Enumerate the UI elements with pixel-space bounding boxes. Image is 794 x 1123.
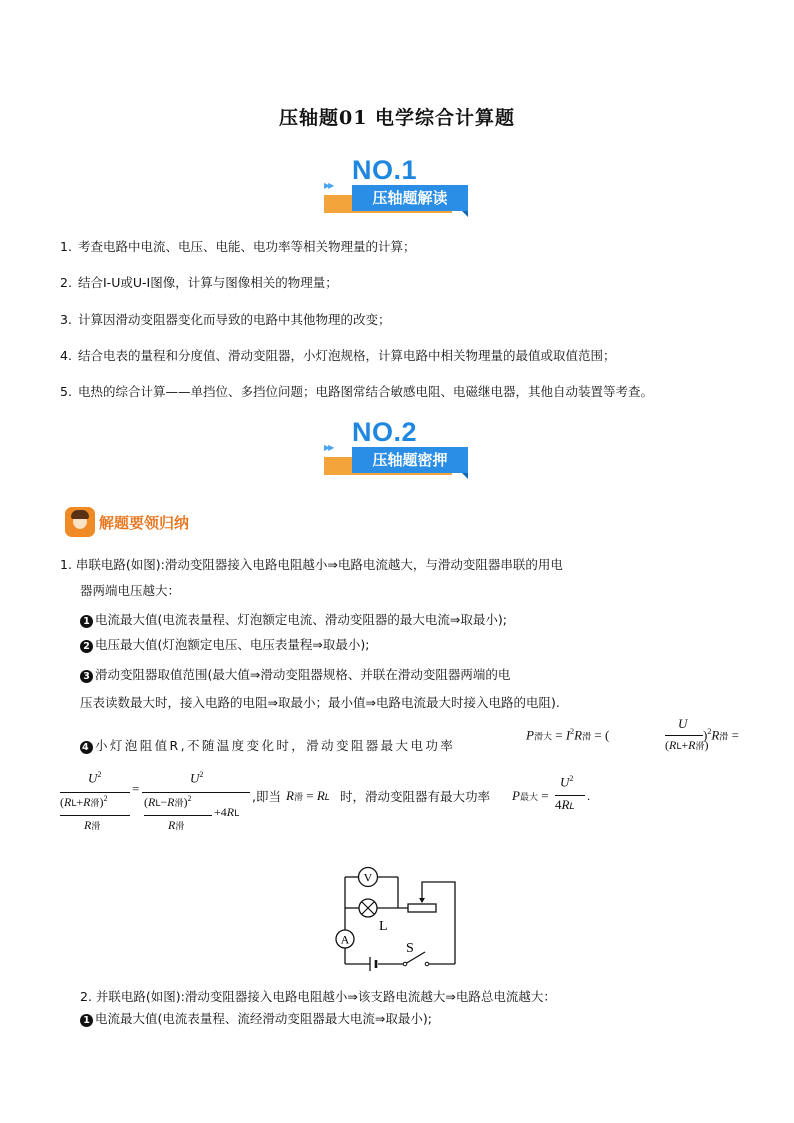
badge-number: NO.2 [352, 417, 418, 447]
badge-number: NO.1 [352, 155, 418, 185]
circuit-diagram [325, 860, 465, 975]
badge-fold [462, 473, 468, 479]
ammeter-icon [336, 930, 354, 948]
badge-label: 压轴题密押 [352, 447, 468, 473]
paragraph: 1. 串联电路(如图):滑动变阻器接入电路电阻越小⇒电路电流越大，与滑动变阻器串联的用电 [60, 557, 563, 572]
list-item: 2. 结合I-U或U-I图像，计算与图像相关的物理量； [60, 275, 338, 290]
list-item: 1 电流最大值(电流表量程、灯泡额定电流、滑动变阻器的最大电流⇒取最小); [80, 611, 507, 629]
list-item: 2 电压最大值(灯泡额定电压、电压表量程⇒取最小); [80, 636, 369, 654]
list-item: 1 电流最大值(电流表量程、流经滑动变阻器最大电流⇒取最小); [80, 1010, 432, 1028]
circled-number: 3 [80, 670, 93, 683]
circled-number: 4 [81, 742, 91, 753]
list-item: 3 滑动变阻器取值范围(最大值⇒滑动变阻器规格、并联在滑动变阻器两端的电 [80, 666, 510, 684]
svg-text:V: V [363, 870, 373, 885]
banner-label: 解题要领归纳 [99, 514, 190, 532]
switch-label: S [406, 941, 414, 956]
teacher-avatar-icon [65, 507, 95, 537]
circled-number: 2 [80, 640, 93, 653]
arrow-icon: ▶▶ [324, 181, 333, 190]
badge-fold [462, 211, 468, 217]
page-title: 压轴题01 电学综合计算题 [278, 107, 516, 129]
section-badge-no2 [322, 417, 482, 487]
lamp-icon [359, 899, 377, 917]
circled-number: 1 [80, 1014, 93, 1027]
circled-number: 1 [80, 615, 93, 628]
paragraph: 2. 并联电路(如图):滑动变阻器接入电路电阻越小⇒该支路电流越大⇒电路总电流越大： [80, 989, 556, 1004]
list-item: 4 小灯泡阻值R,不随温度变化时，滑动变阻器最大电功率 [81, 738, 456, 753]
lamp-label: L [379, 919, 388, 934]
svg-text:A: A [340, 932, 350, 947]
paragraph: 压表读数最大时，接入电路的电阻⇒取最小；最小值⇒电路电流最大时接入电路的电阻). [80, 695, 560, 710]
section-badge-no1 [322, 155, 482, 225]
list-item: 5. 电热的综合计算——单挡位、多挡位问题；电路图常结合敏感电阻、电磁继电器，其他自动装置等考查。 [60, 384, 654, 399]
voltmeter-icon [359, 868, 378, 887]
list-item: 4. 结合电表的量程和分度值、滑动变阻器，小灯泡规格，计算电路中相关物理量的最值或取值范围； [60, 348, 616, 363]
arrow-icon: ▶▶ [324, 443, 333, 452]
badge-label: 压轴题解读 [352, 185, 468, 211]
tips-banner [65, 507, 215, 537]
list-item: 1. 考查电路中电流、电压、电能、电功率等相关物理量的计算； [60, 239, 416, 254]
list-item: 3. 计算因滑动变阻器变化而导致的电路中其他物理的改变； [60, 312, 391, 327]
paragraph: 器两端电压越大： [80, 583, 181, 598]
